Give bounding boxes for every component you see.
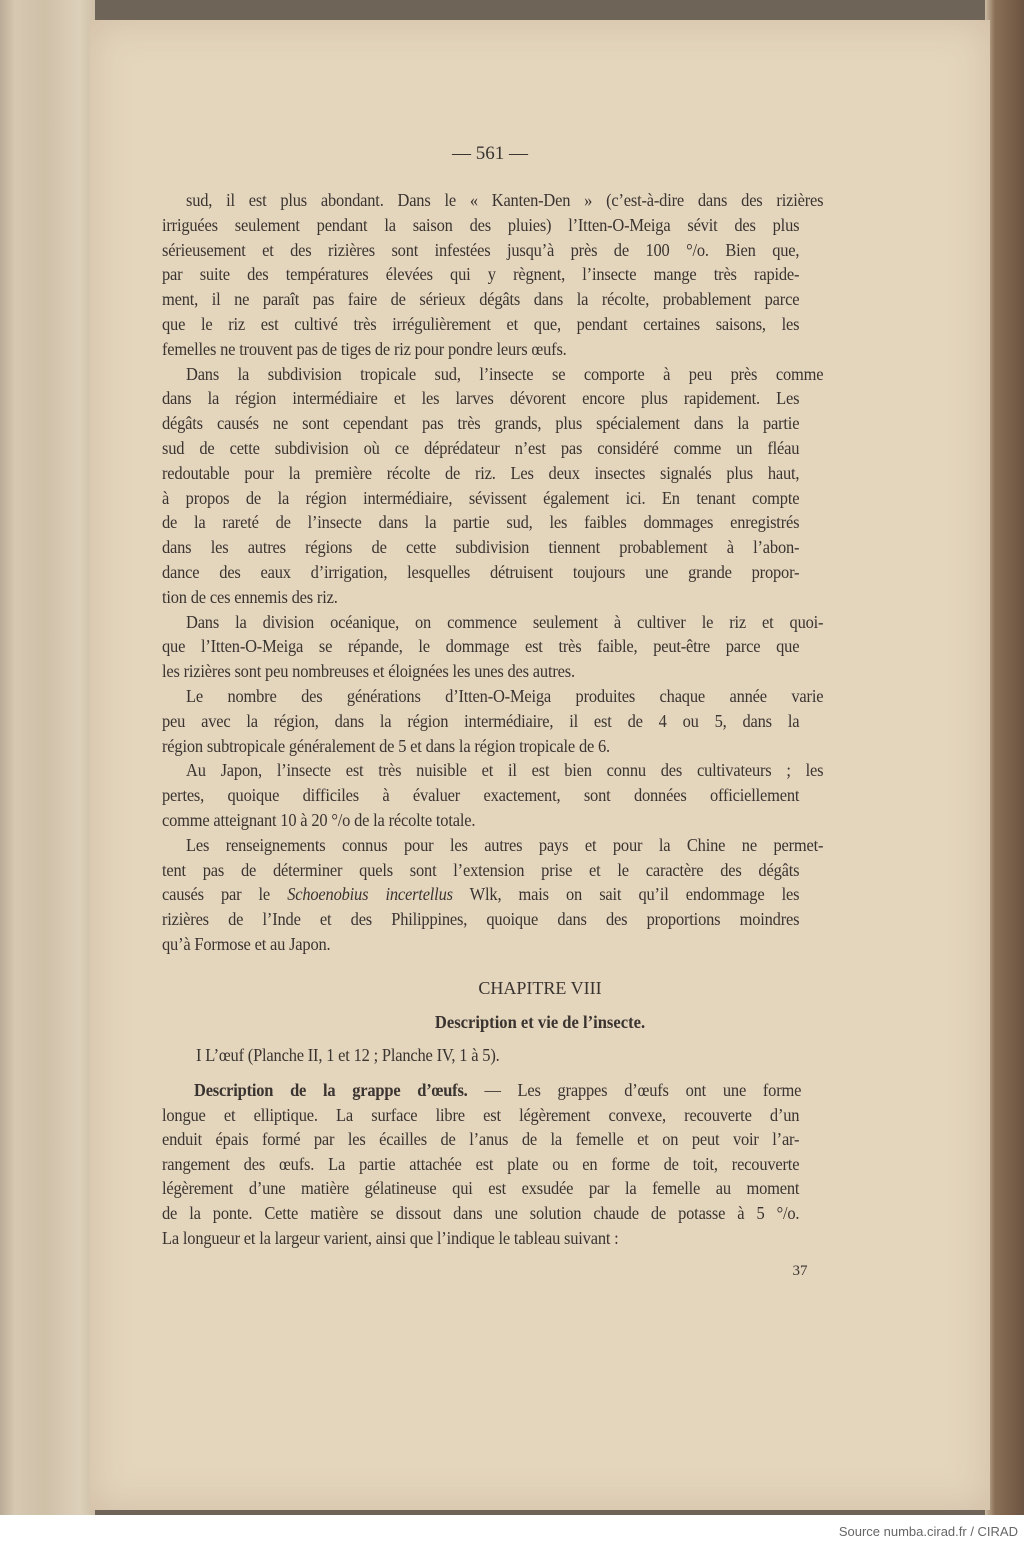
text-line: longue et elliptique. La surface libre est légèrement convexe, recouverte d’un (162, 1104, 800, 1125)
text-line: de la rareté de l’insecte dans la partie sud, les faibles dommages enregistrés (162, 512, 800, 533)
text-line: Au Japon, l’insecte est très nuisible et il est bien connu des cultivateurs ; les (186, 760, 824, 781)
text-line: pertes, quoique difficiles à évaluer exactement, sont données officiellement (162, 785, 800, 806)
text-line: Le nombre des générations d’Itten-O-Meiga produites chaque année varie (186, 686, 824, 706)
book-page-stack-left (0, 0, 95, 1515)
text-line: La longueur et la largeur varient, ainsi que l’indique le tableau suivant : (162, 1227, 619, 1248)
text-line (194, 1080, 801, 1100)
chapter-title: CHAPITRE VIII (478, 978, 602, 998)
text-segment: causés par le (162, 884, 288, 905)
text-line: enduit épais formé par les écailles de l’anus de la femelle et on peut voir l’ar- (162, 1129, 800, 1150)
text-line: peu avec la région, dans la région intermédiaire, il est de 4 ou 5, dans la (162, 710, 800, 731)
chapter-subtitle: Description et vie de l’insecte. (434, 1012, 646, 1032)
text-line: sud de cette subdivision où ce déprédateur n’est pas considéré comme un fléau (162, 438, 800, 458)
text-line: de la ponte. Cette matière se dissout dans une solution chaude de potasse à 5 °/o. (162, 1203, 800, 1223)
text-line: irriguées seulement pendant la saison des pluies) l’Itten-O-Meiga sévit des plus (162, 214, 800, 235)
page-number: — 561 — (452, 143, 528, 164)
text-line: Dans la division océanique, on commence seulement à cultiver le riz et quoi- (186, 611, 824, 632)
paragraph-heading: Description de la grappe d’œufs. (194, 1080, 468, 1100)
text-line: dégâts causés ne sont cependant pas très grands, plus spécialement dans la partie (162, 413, 800, 434)
text-line: tent pas de déterminer quels sont l’extension prise et le caractère des dégâts (162, 859, 800, 880)
species-name: Schoenobius incertellus (287, 884, 453, 905)
text-line: à propos de la région intermédiaire, sévissent également ici. En tenant compte (162, 487, 800, 508)
text-line: redoutable pour la première récolte de riz. Les deux insectes signalés plus haut, (162, 462, 800, 483)
text-line: les rizières sont peu nombreuses et éloignées les unes des autres. (162, 661, 575, 682)
text-line: ment, il ne paraît pas faire de sérieux dégâts dans la récolte, probablement parce (162, 289, 800, 310)
text-line: Les renseignements connus pour les autres pays et pour la Chine ne permet- (186, 834, 824, 855)
text-line: rizières de l’Inde et des Philippines, quoique dans des proportions moindres (162, 909, 800, 930)
source-credit: Source numba.cirad.fr / CIRAD (838, 1524, 1018, 1539)
text-line: tion de ces ennemis des riz. (162, 586, 338, 607)
text-line: femelles ne trouvent pas de tiges de riz pour pondre leurs œufs. (162, 338, 567, 359)
text-line: dans les autres régions de cette subdivision tiennent probablement à l’abon- (162, 537, 800, 558)
text-line (162, 884, 799, 904)
text-line: région subtropicale généralement de 5 et dans la région tropicale de 6. (162, 735, 610, 756)
text-line: qu’à Formose et au Japon. (162, 934, 331, 954)
text-line: que le riz est cultivé très irrégulièrement et que, pendant certaines saisons, les (162, 314, 800, 334)
signature-mark: 37 (792, 1263, 808, 1279)
text-segment: — Les grappes d’œufs ont une forme (467, 1080, 802, 1100)
text-line: rangement des œufs. La partie attachée est plate ou en forme de toit, recouverte (162, 1153, 800, 1174)
text-line: dans la région intermédiaire et les larves dévorent encore plus rapidement. Les (162, 388, 800, 409)
text-line: légèrement d’une matière gélatineuse qui est exsudée par la femelle au moment (162, 1178, 800, 1199)
text-segment: Wlk, mais on sait qu’il endommage les (452, 884, 800, 905)
text-line: que l’Itten-O-Meiga se répande, le dommage est très faible, peut-être parce que (162, 636, 800, 657)
text-line: sud, il est plus abondant. Dans le « Kanten-Den » (c’est-à-dire dans des rizières (186, 190, 824, 210)
section-heading: I L’œuf (Planche II, 1 et 12 ; Planche IV, 1 à 5). (196, 1045, 500, 1065)
text-line: par suite des températures élevées qui y règnent, l’insecte mange très rapide- (162, 264, 800, 285)
text-line: dance des eaux d’irrigation, lesquelles détruisent toujours une grande propor- (162, 562, 800, 582)
book-edge-right (985, 0, 1024, 1515)
text-line: sérieusement et des rizières sont infestées jusqu’à près de 100 °/o. Bien que, (162, 239, 800, 260)
text-line: comme atteignant 10 à 20 °/o de la récolte totale. (162, 810, 476, 830)
text-line: Dans la subdivision tropicale sud, l’insecte se comporte à peu près comme (186, 363, 824, 384)
